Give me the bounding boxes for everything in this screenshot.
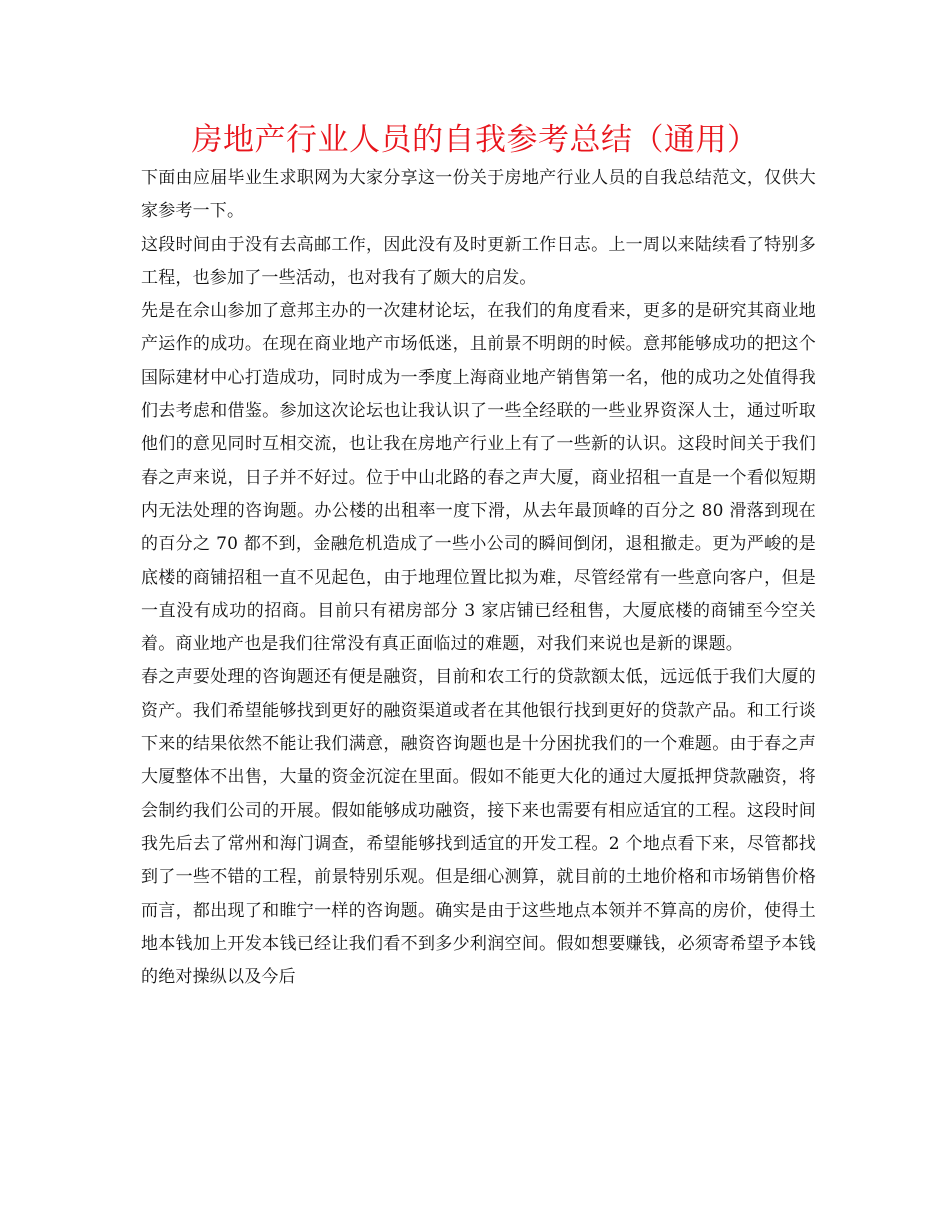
paragraph-forum-and-leasing: 先是在佘山参加了意邦主办的一次建材论坛，在我们的角度看来，更多的是研究其商业地产运作的成功。在现在商业地产市场低迷，且前景不明朗的时候。意邦能够成功的把这个国际建材中心打造成功，同时成为一季度上海商业地产销售第一名，他的成功之处值得我们去考虑和借鉴。参加这次论坛也让我认识了一些全经联的一些业界资深人士，通过听取他们的意见同时互相交流，也让我在房地产行业上有了一些新的认识。这段时间关于我们春之声来说，日子并不好过。位于中山北路的春之声大厦，商业招租一直是一个看似短期内无法处理的咨询题。办公楼的出租率一度下滑，从去年最顶峰的百分之 80 滑落到现在的百分之 70 都不到，金融危机造成了一些小公司的瞬间倒闭，退租撤走。更为严峻的是底楼的商铺招租一直不见起色，由于地理位置比拟为难，尽管经常有一些意向客户，但是一直没有成功的招商。目前只有裙房部分 3 家店铺已经租售，大厦底楼的商铺至今空关着。商业地产也是我们往常没有真正面临过的难题，对我们来说也是新的课题。	[141, 301, 816, 655]
document-body	[141, 162, 816, 994]
paragraph-intro: 下面由应届毕业生求职网为大家分享这一份关于房地产行业人员的自我总结范文，仅供大家参考一下。	[141, 168, 816, 222]
paragraph-work-log: 这段时间由于没有去高邮工作，因此没有及时更新工作日志。上一周以来陆续看了特别多工程，也参加了一些活动，也对我有了颇大的启发。	[141, 234, 816, 288]
paragraph-financing: 春之声要处理的咨询题还有便是融资，目前和农工行的贷款额太低，远远低于我们大厦的资产。我们希望能够找到更好的融资渠道或者在其他银行找到更好的贷款产品。和工行谈下来的结果依然不能让我们满意，融资咨询题也是十分困扰我们的一个难题。由于春之声大厦整体不出售，大量的资金沉淀在里面。假如不能更大化的通过大厦抵押贷款融资，将会制约我们公司的开展。假如能够成功融资，接下来也需要有相应适宜的工程。这段时间我先后去了常州和海门调查，希望能够找到适宜的开发工程。2 个地点看下来，尽管都找到了一些不错的工程，前景特别乐观。但是细心测算，就目前的土地价格和市场销售价格而言，都出现了和睢宁一样的咨询题。确实是由于这些地点本领并不算高的房价，使得土地本钱加上开发本钱已经让我们看不到多少利润空间。假如想要赚钱，必须寄希望予本钱的绝对操纵以及今后	[141, 667, 816, 988]
document-title: 房地产行业人员的自我参考总结（通用）	[191, 122, 759, 158]
